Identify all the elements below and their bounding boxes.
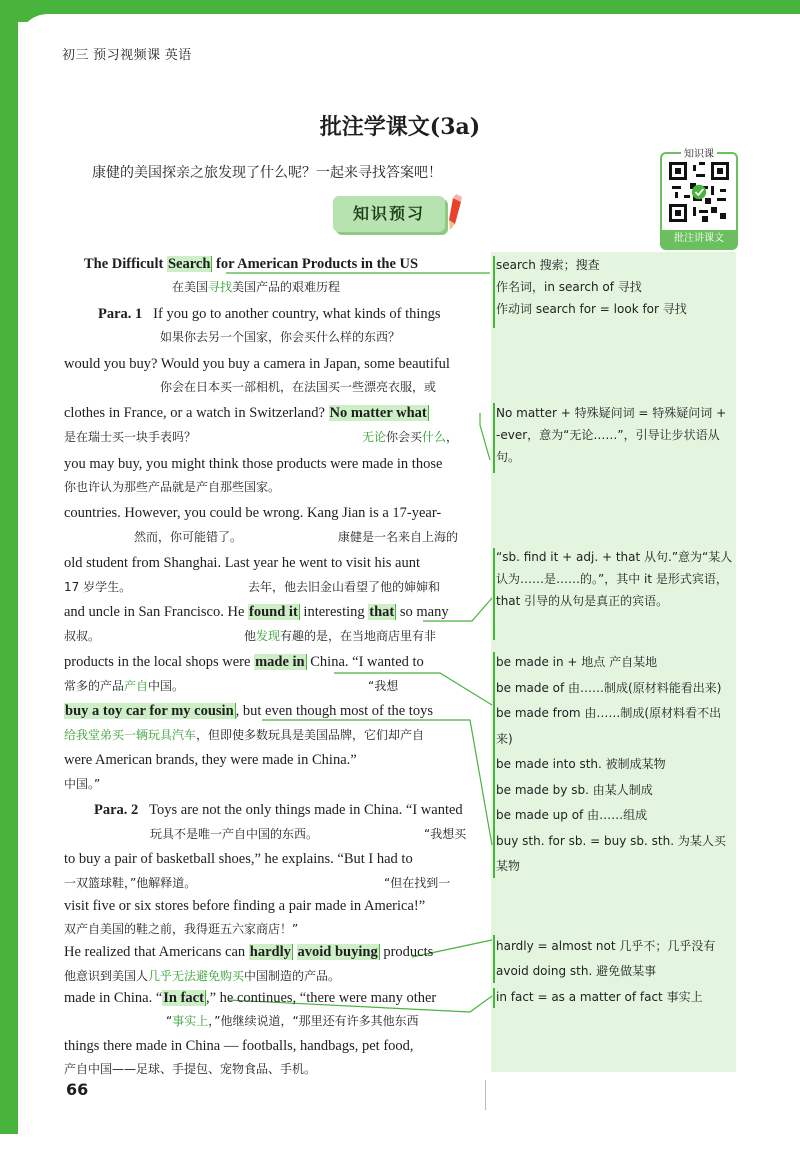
para1-line10: were American brands, they were made in China.” [64,752,357,768]
text: If you go to another country, what kinds of things [153,306,441,322]
text: so many [396,604,449,620]
zh-green: 产自 [124,679,149,693]
para2-line4-zh [64,967,340,984]
para1-line1-zh: 如果你去另一个国家，你会买什么样的东西？ [160,330,401,344]
para2-line1 [94,802,463,819]
hl-avoid-buying: avoid buying [297,944,378,960]
para1-line5-zh2: 康健是一名来自上海的 [338,530,459,544]
zh-green: 几乎无法避免购买 [148,969,245,983]
zh-part: 中国制造的产品。 [244,969,341,983]
intro-text: 康健的美国探亲之旅发现了什么呢？一起来寻找答案吧！ [92,165,442,181]
qr-bottom-label: 批注讲课文 [662,230,736,248]
note-search-line: 作动词 search for = look for 寻找 [496,302,687,316]
note-made-line: be made up of 由……组成 [496,808,648,822]
para1-line7 [64,604,449,621]
passage-title [84,256,418,273]
note-search-line: 作名词，in search of 寻找 [496,280,642,294]
para2-line4 [64,944,433,961]
zh-green: 无论 [362,430,387,444]
para1-line10-zh: 中国。” [64,777,101,791]
zh-green: 事实上 [172,1014,209,1028]
note-made-line: be made into sth. 被制成某物 [496,757,666,771]
zh-part: ， [446,430,459,444]
text: Toys are not the only things made in China. “I wanted [149,802,463,818]
note-hardly-line: avoid doing sth. 避免做某事 [496,964,657,978]
text: clothes in France, or a watch in Switzerland? [64,405,329,421]
para1-line7-zh1: 叔叔。 [64,629,101,643]
note-made-line: buy sth. for sb. = buy sb. sth. 为某人买某物 [496,833,726,873]
text: China. “I wanted to [306,654,424,670]
para2-line2-zh1: 一双篮球鞋，”他解释道。 [64,876,197,890]
para1-line1 [98,306,441,323]
para2-line2: to buy a pair of basketball shoes,” he explains. “But I had to [64,851,413,867]
para1-line3 [64,405,429,422]
para1-line7-zh2 [244,627,436,644]
zh-part: 美国产品的艰难历程 [232,280,341,294]
header-label: 初三 预习视频课 英语 [62,47,192,62]
zh-part: 你会买 [386,430,423,444]
zh-green: 寻找 [208,280,233,294]
note-made-line: be made from 由……制成(原材料看不出来) [496,706,722,746]
para2-line3: visit five or six stores before finding a pair made in America!” [64,898,426,914]
zh-part: 在美国 [172,280,209,294]
para2-line1-zh2: “我想买 [424,827,467,841]
para1-line6: old student from Shanghai. Last year he went to visit his aunt [64,555,420,571]
note-search-line: search 搜索；搜查 [496,258,600,272]
para2-line5 [64,990,436,1007]
zh-green: 什么 [422,430,447,444]
divider [485,1080,486,1110]
text: ,” he continues, “there were many other [205,990,437,1006]
para2-line6: things there made in China — footballs, handbags, pet food, [64,1038,414,1054]
note-in-fact: in fact = as a matter of fact 事实上 [496,990,703,1004]
para1-line4-zh: 你也许认为那些产品就是产自那些国家。 [64,480,281,494]
para1-line8-zh1 [64,677,184,694]
note-hardly-line: hardly = almost not 几乎不；几乎没有 [496,939,716,953]
para1-line2-zh: 你会在日本买一部相机，在法国买一些漂亮衣服，或 [160,380,437,394]
note-no-matter: No matter + 特殊疑问词 = 特殊疑问词 + -ever，意为“无论……”，引导让步状语从句。 [496,406,727,464]
hl-search: Search [167,256,211,272]
note-made-line: be made by sb. 由某人制成 [496,782,653,797]
page-number: 66 [66,1080,89,1099]
hl-made-in: made in [255,654,305,670]
zh-green: 给我堂弟买一辆玩具汽车 [64,728,197,742]
para1-line9 [64,703,433,720]
hl-in-fact: In fact [163,990,204,1006]
para2-line5-zh [166,1012,419,1029]
para2-label: Para. 2 [94,802,139,818]
text: He realized that Americans can [64,944,249,960]
zh-part: 他意识到美国人 [64,969,149,983]
knowledge-preview-button[interactable]: 知识预习 [333,196,445,232]
para1-line8-zh2: “我想 [368,679,399,693]
para2-line2-zh2: “但在找到一 [384,876,451,890]
title-part: The Difficult [84,256,167,272]
para1-line8 [64,654,424,671]
hl-hardly: hardly [249,944,291,960]
text: made in China. “ [64,990,163,1006]
text: interesting [299,604,369,620]
para1-label: Para. 1 [98,306,143,322]
zh-part: 他 [244,629,257,643]
hl-no-matter: No matter what [329,405,427,421]
para1-line5-zh1: 然而，你可能错了。 [134,530,243,544]
text: products in the local shops were [64,654,255,670]
zh-part: ，但即使多数玩具是美国品牌，它们却产自 [196,728,425,742]
zh-green: 发现 [256,629,281,643]
zh-part: “ [166,1014,173,1028]
para1-line6-zh1: 17 岁学生。 [64,580,132,594]
para1-line3-zh2 [362,428,458,445]
hl-found-it: found it [249,604,298,620]
para1-line2: would you buy? Would you buy a camera in Japan, some beautiful [64,356,450,372]
hl-that: that [369,604,395,620]
para2-line6-zh: 产自中国——足球、手提包、宠物食品、手机。 [64,1062,317,1076]
zh-part: 中国。 [148,679,185,693]
note-made-line: be made of 由……制成(原材料能看出来) [496,680,722,695]
zh-part: 有趣的是，在当地商店里有非 [280,629,437,643]
para1-line5: countries. However, you could be wrong. Kang Jian is a 17-year- [64,505,442,521]
para2-line3-zh: 双产自美国的鞋之前，我得逛五六家商店！” [64,922,299,936]
text: , but even though most of the toys [235,703,433,719]
page-title: 批注学课文(3a) [319,114,481,140]
text: and uncle in San Francisco. He [64,604,249,620]
passage-title-zh [172,278,340,295]
para1-line4: you may buy, you might think those products were made in those [64,456,443,472]
para1-line6-zh2: 去年，他去旧金山看望了他的婶婶和 [248,580,441,594]
qr-top-label: 知识课 [681,149,717,160]
para1-line9-zh [64,726,424,743]
note-made-line: be made in + 地点 产自某地 [496,655,658,669]
para1-line3-zh: 是在瑞士买一块手表吗？ [64,430,197,444]
para2-line1-zh1: 玩具不是唯一产自中国的东西。 [150,827,319,841]
hl-buy-toy-car: buy a toy car for my cousin [65,703,234,719]
title-part: for American Products in the US [212,256,419,272]
zh-part: ，”他继续说道，“那里还有许多其他东西 [208,1014,419,1028]
note-find-it: “sb. find it + adj. + that 从句.”意为“某人认为……是……的。”，其中 it 是形式宾语，that 引导的从句是真正的宾语。 [496,550,733,608]
text: products [379,944,434,960]
zh-part: 常多的产品 [64,679,125,693]
